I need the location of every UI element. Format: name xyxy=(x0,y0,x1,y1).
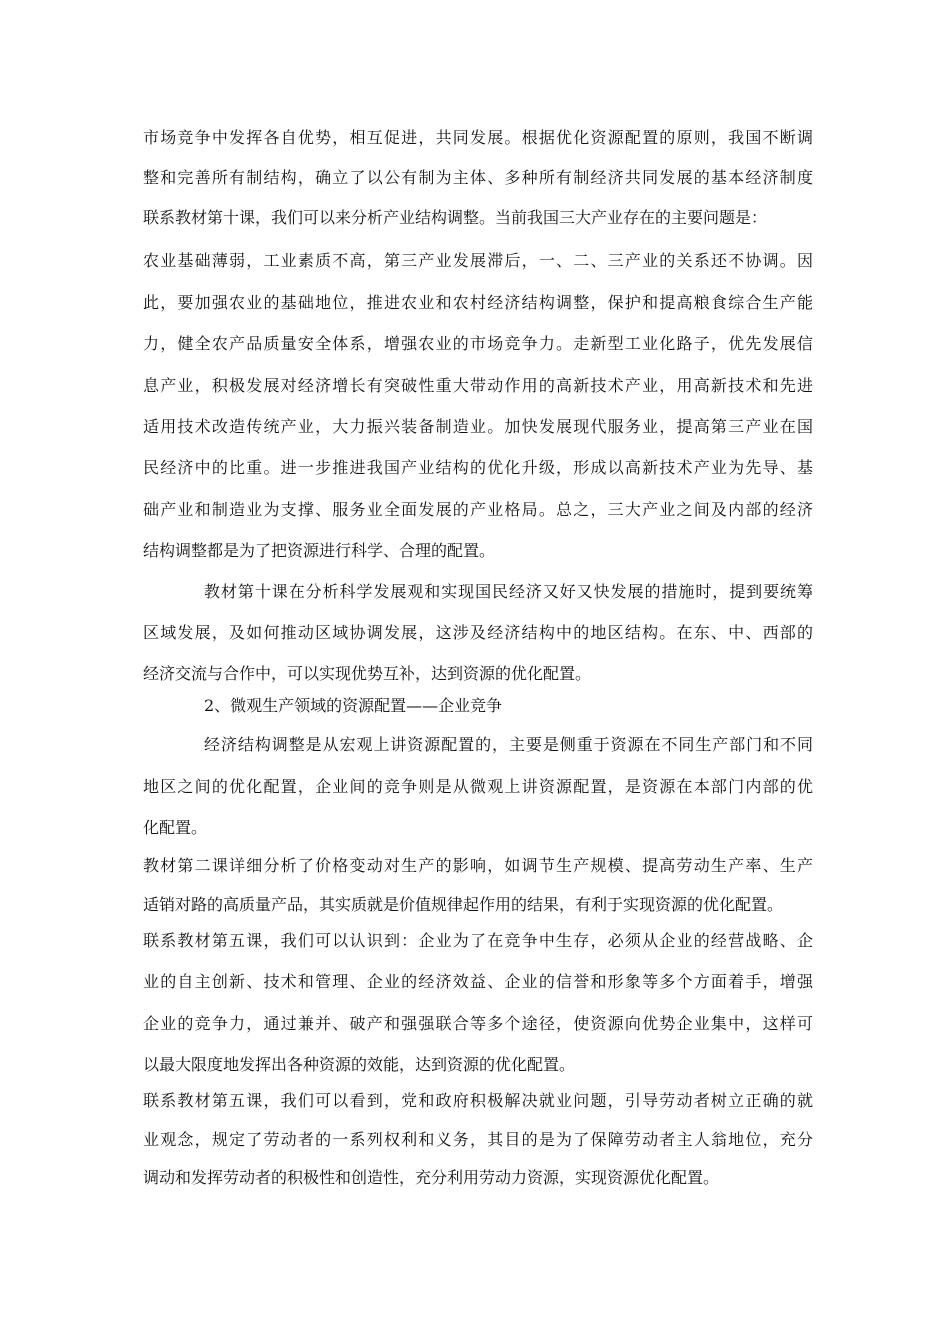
text-line: 民经济中的比重。进一步推进我国产业结构的优化升级，形成以高新技术产业为先导、基 xyxy=(143,458,813,477)
text-line: 此，要加强农业的基础地位，推进农业和农村经济结构调整，保护和提高粮食综合生产能 xyxy=(143,293,813,312)
text-line: 农业基础薄弱，工业素质不高，第三产业发展滞后，一、二、三产业的关系还不协调。因 xyxy=(143,251,813,270)
text-line: 调动和发挥劳动者的积极性和创造性，充分利用劳动力资源，实现资源优化配置。 xyxy=(143,1168,720,1187)
text-line: 以最大限度地发挥出各种资源的效能，达到资源的优化配置。 xyxy=(143,1055,576,1074)
text-line: 化配置。 xyxy=(143,818,208,837)
text-line: 市场竞争中发挥各自优势，相互促进，共同发展。根据优化资源配置的原则，我国不断调 xyxy=(143,128,813,147)
section-heading: 2、微观生产领域的资源配置——企业竞争 xyxy=(204,696,503,715)
text-line: 区域发展，及如何推动区域协调发展，这涉及经济结构中的地区结构。在东、中、西部的 xyxy=(143,623,813,642)
text-line: 联系教材第五课，我们可以认识到：企业为了在竞争中生存，必须从企业的经营战略、企 xyxy=(143,931,813,950)
text-line: 经济结构调整是从宏观上讲资源配置的，主要是侧重于资源在不同生产部门和不同 xyxy=(204,735,813,754)
text-line: 结构调整都是为了把资源进行科学、合理的配置。 xyxy=(143,541,496,560)
text-line: 教材第十课在分析科学发展观和实现国民经济又好又快发展的措施时，提到要统筹 xyxy=(204,582,813,601)
text-line: 力，健全农产品质量安全体系，增强农业的市场竞争力。走新型工业化路子，优先发展信 xyxy=(143,334,813,353)
text-line: 经济交流与合作中，可以实现优势互补，达到资源的优化配置。 xyxy=(143,664,592,683)
text-line: 联系教材第十课，我们可以来分析产业结构调整。当前我国三大产业存在的主要问题是： xyxy=(143,208,768,227)
text-line: 适销对路的高质量产品，其实质就是价值规律起作用的结果，有利于实现资源的优化配置。 xyxy=(143,895,784,914)
text-line: 业观念，规定了劳动者的一系列权利和义务，其目的是为了保障劳动者主人翁地位，充分 xyxy=(143,1130,813,1149)
text-line: 础产业和制造业为支撑、服务业全面发展的产业格局。总之，三大产业之间及内部的经济 xyxy=(143,500,813,519)
text-line: 联系教材第五课，我们可以看到，党和政府积极解决就业问题，引导劳动者树立正确的就 xyxy=(143,1091,813,1110)
text-line: 适用技术改造传统产业，大力振兴装备制造业。加快发展现代服务业，提高第三产业在国 xyxy=(143,417,813,436)
text-line: 企业的竞争力，通过兼并、破产和强强联合等多个途径，使资源向优势企业集中，这样可 xyxy=(143,1014,813,1033)
text-line: 息产业，积极发展对经济增长有突破性重大带动作用的高新技术产业，用高新技术和先进 xyxy=(143,376,813,395)
text-line: 地区之间的优化配置，企业间的竞争则是从微观上讲资源配置，是资源在本部门内部的优 xyxy=(143,777,813,796)
text-line: 教材第二课详细分析了价格变动对生产的影响，如调节生产规模、提高劳动生产率、生产 xyxy=(143,856,813,875)
text-line: 业的自主创新、技术和管理、企业的经济效益、企业的信誉和形象等多个方面着手，增强 xyxy=(143,972,813,991)
text-line: 整和完善所有制结构，确立了以公有制为主体、多种所有制经济共同发展的基本经济制度 xyxy=(143,168,813,187)
